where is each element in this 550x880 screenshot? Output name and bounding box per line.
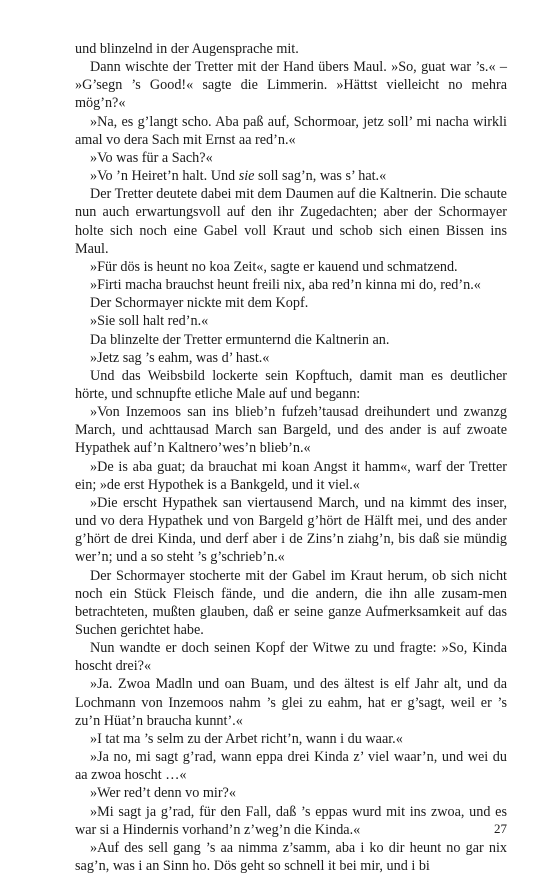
paragraph: »Die erscht Hypathek san viertausend March, und na kimmt des inser, und vo dera Hypathek und von Bargeld g’hört de Hälft mei, und des ander g’hört de drei Kinda, und derf aber i de Zins’n ziahg’n, bis daß sie mündig wer’n; und a so steht ’s g’schrieb’n.« — [75, 494, 507, 566]
paragraph-text: »Vo ’n Heiret’n halt. Und — [90, 168, 239, 185]
paragraph: und blinzelnd in der Augensprache mit. — [75, 41, 299, 57]
paragraph: »Wer red’t denn vo mir?« — [90, 785, 236, 802]
paragraph: »Vo was für a Sach?« — [90, 149, 213, 166]
paragraph: Und das Weibsbild lockerte sein Kopftuch, damit man es deutlicher hörte, und schnupfte etliche Male auf und begann: — [75, 367, 507, 402]
paragraph: Der Schormayer stocherte mit der Gabel im Kraut herum, ob sich nicht noch ein Stück Fleisch fände, und die andern, die ihn alle zusam-men betrachteten, mußten glauben, daß er seine ganze Aufmerksamkeit auf das Suchen gerichtet habe. — [75, 567, 507, 638]
paragraph: Der Schormayer nickte mit dem Kopf. — [90, 295, 309, 312]
paragraph: Da blinzelte der Tretter ermunternd die Kaltnerin an. — [90, 331, 390, 348]
paragraph: »Na, es g’langt scho. Aba paß auf, Schormoar, jetz soll’ mi nacha wirkli amal vo dera Sach mit Ernst aa red’n.« — [75, 113, 507, 148]
paragraph: »Für dös is heunt no koa Zeit«, sagte er kauend und schmatzend. — [90, 258, 458, 275]
paragraph: Der Tretter deutete dabei mit dem Daumen auf die Kaltnerin. Die schaute nun auch erwartungsvoll auf den ihr Zugedachten; aber der Schormayer holte sich noch eine Gabel voll Kraut und schob sich einen Bissen ins Maul. — [75, 186, 507, 257]
paragraph: »Sie soll halt red’n.« — [90, 313, 209, 330]
paragraph — [75, 167, 507, 185]
paragraph: »I tat ma ’s selm zu der Arbet richt’n, wann i du waar.« — [90, 730, 403, 747]
emphasized-word: sie — [238, 168, 255, 185]
paragraph: »Ja no, mi sagt g’rad, wann eppa drei Kinda z’ viel waar’n, und wei du aa zwoa hoscht …« — [75, 749, 507, 784]
paragraph: »Jetz sag ’s eahm, was d’ hast.« — [90, 349, 270, 366]
paragraph: »Von Inzemoos san ins blieb’n fufzeh’tausad dreihundert und zwanzg March, und achttausad March san Bargeld, und des ander is auf zwoate Hypathek auf’n Kaltnero’wes’n blieb’n.« — [75, 404, 507, 457]
page-number: 27 — [494, 821, 507, 836]
paragraph-text: soll sag’n, was s’ hat.« — [254, 168, 387, 185]
paragraph: »De is aba guat; da brauchat mi koan Angst it hamm«, warf der Tretter ein; »de erst Hypothek is a Bankgeld, und it viel.« — [75, 458, 507, 493]
paragraph: »Firti macha brauchst heunt freili nix, aba red’n kinna mi do, red’n.« — [90, 277, 481, 294]
paragraph: Dann wischte der Tretter mit der Hand übers Maul. »So, guat war ’s.« – »G’segn ’s Good!« sagte die Limmerin. »Hättst vielleicht no mehra mög’n?« — [75, 59, 507, 112]
paragraph: »Mi sagt ja g’rad, für den Fall, daß ’s eppas wurd mit ins zwoa, und es war si a Hindernis vorhand’n z’weg’n die Kinda.« — [75, 803, 507, 838]
paragraph: Nun wandte er doch seinen Kopf der Witwe zu und fragte: »So, Kinda hoscht drei?« — [75, 640, 507, 675]
paragraph: »Auf des sell gang ’s aa nimma z’samm, aba i ko dir heunt no gar nix sag’n, was i an Sinn ho. Dös geht so schnell it bei mir, und i bi — [75, 839, 507, 875]
paragraph: »Ja. Zwoa Madln und oan Buam, und des ältest is elf Jahr alt, und da Lochmann von Inzemoos nahm ’s glei zu eahm, hat er g’sagt, weil er ’s zu’n Hüat’n braucha kunnt’.« — [75, 676, 507, 729]
book-page — [75, 40, 507, 875]
